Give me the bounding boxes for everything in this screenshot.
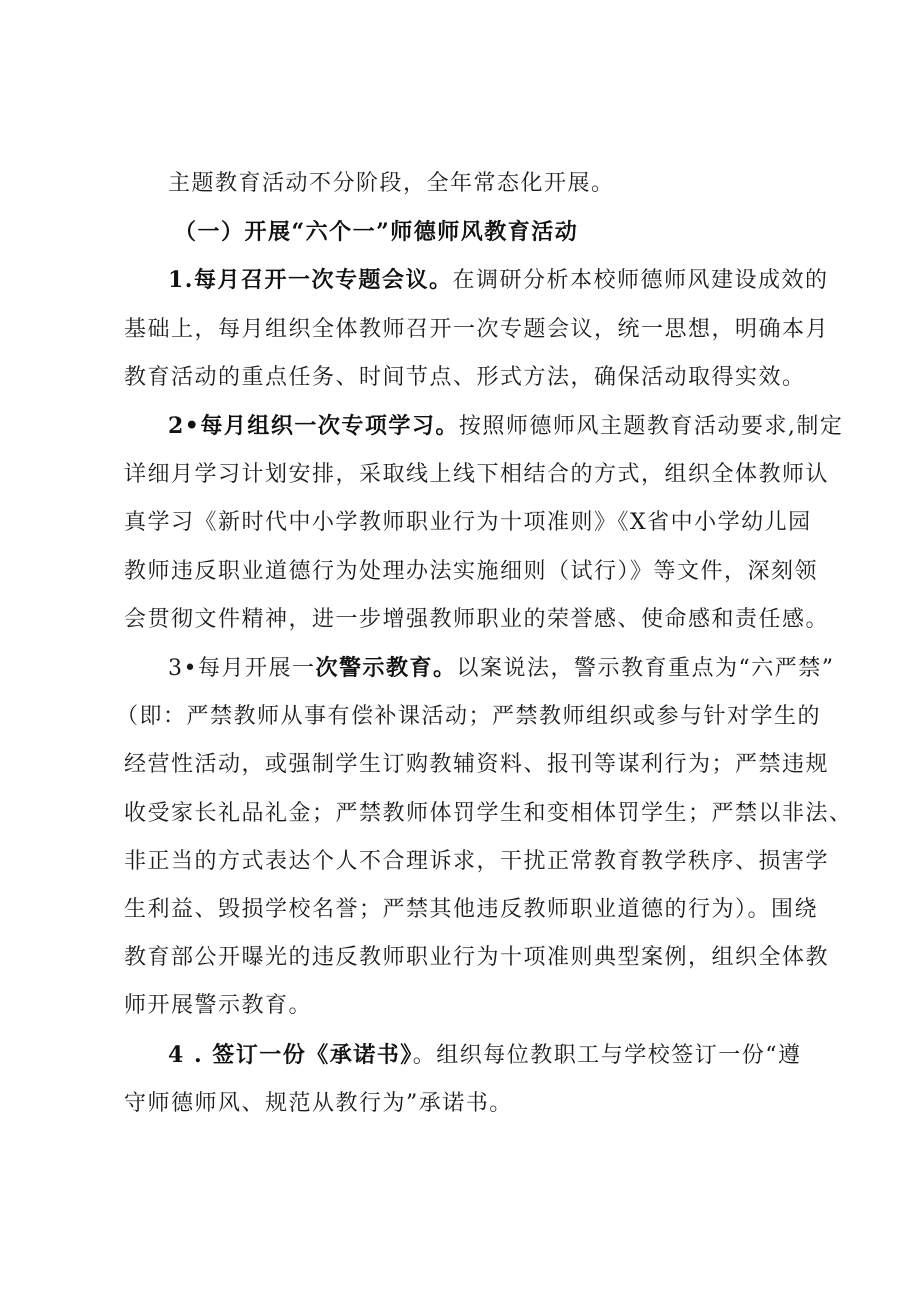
item-1-lead: 1.每月召开一次专题会议。 bbox=[168, 267, 453, 294]
text-line bbox=[168, 1031, 818, 1080]
text-line: 详细月学习计划安排，采取线上线下相结合的方式，组织全体教师认 bbox=[124, 462, 830, 488]
text-line bbox=[168, 256, 829, 305]
item-1-text: 在调研分析本校师德师风建设成效的 bbox=[452, 268, 829, 294]
item-2-text: 按照师德师风主题教育活动要求,制定 bbox=[458, 414, 844, 440]
paragraph-item-4 bbox=[124, 1031, 818, 1128]
section-heading bbox=[168, 208, 818, 256]
text-line: 会贯彻文件精神，进一步增强教师职业的荣誉感、使命感和责任感。 bbox=[124, 606, 830, 632]
item-2-lead: 2•每月组织一次专项学习。 bbox=[168, 413, 459, 440]
heading-text: （一）开展“六个一”师德师风教育活动 bbox=[174, 219, 579, 246]
text-line bbox=[168, 644, 835, 693]
item-3-lead-plain: 3•每月开展一 bbox=[168, 656, 316, 682]
text-line: 经营性活动，或强制学生订购教辅资料、报刊等谋利行为；严禁违规 bbox=[124, 752, 830, 778]
text-line: 教育部公开曝光的违反教师职业行为十项准则典型案例，组织全体教 bbox=[124, 945, 830, 971]
document-body bbox=[116, 160, 853, 1128]
text-line: 基础上，每月组织全体教师召开一次专题会议，统一思想，明确本月 bbox=[124, 316, 830, 342]
text-line: 收受家长礼品礼金；严禁教师体罚学生和变相体罚学生；严禁以非法、 bbox=[124, 800, 853, 826]
text-line: 非正当的方式表达个人不合理诉求，干扰正常教育教学秩序、损害学 bbox=[124, 848, 830, 874]
item-4-text: 。组织每位教职工与学校签订一份“遵 bbox=[412, 1042, 802, 1068]
text-line: 师开展警示教育。 bbox=[124, 993, 313, 1019]
paragraph-item-1 bbox=[124, 256, 830, 402]
item-4-lead: 4 . 签订一份《承诺书》 bbox=[168, 1041, 413, 1068]
paragraph-item-3 bbox=[116, 644, 853, 1031]
text-line: （即：严禁教师从事有偿补课活动；严禁教师组织或参与针对学生的 bbox=[116, 704, 822, 730]
text-line: 教师违反职业道德行为处理办法实施细则（试行）》等文件，深刻领 bbox=[124, 558, 819, 584]
paragraph-item-2 bbox=[124, 402, 844, 644]
text-line: 真学习《新时代中小学教师职业行为十项准则》《X省中小学幼儿园 bbox=[124, 510, 812, 536]
text-line bbox=[168, 402, 844, 451]
text-line: 守师德师风、规范从教行为”承诺书。 bbox=[124, 1090, 513, 1116]
text-line: 教育活动的重点任务、时间节点、形式方法，确保活动取得实效。 bbox=[124, 364, 806, 390]
item-3-lead-bold: 次警示教育。 bbox=[315, 655, 457, 682]
paragraph-intro bbox=[168, 160, 818, 208]
text-line: 主题教育活动不分阶段，全年常态化开展。 bbox=[168, 171, 615, 196]
text-line: 生利益、毁损学校名誉；严禁其他违反教师职业道德的行为）。围绕 bbox=[124, 897, 819, 923]
item-3-text: 以案说法，警示教育重点为“六严禁” bbox=[456, 656, 835, 682]
